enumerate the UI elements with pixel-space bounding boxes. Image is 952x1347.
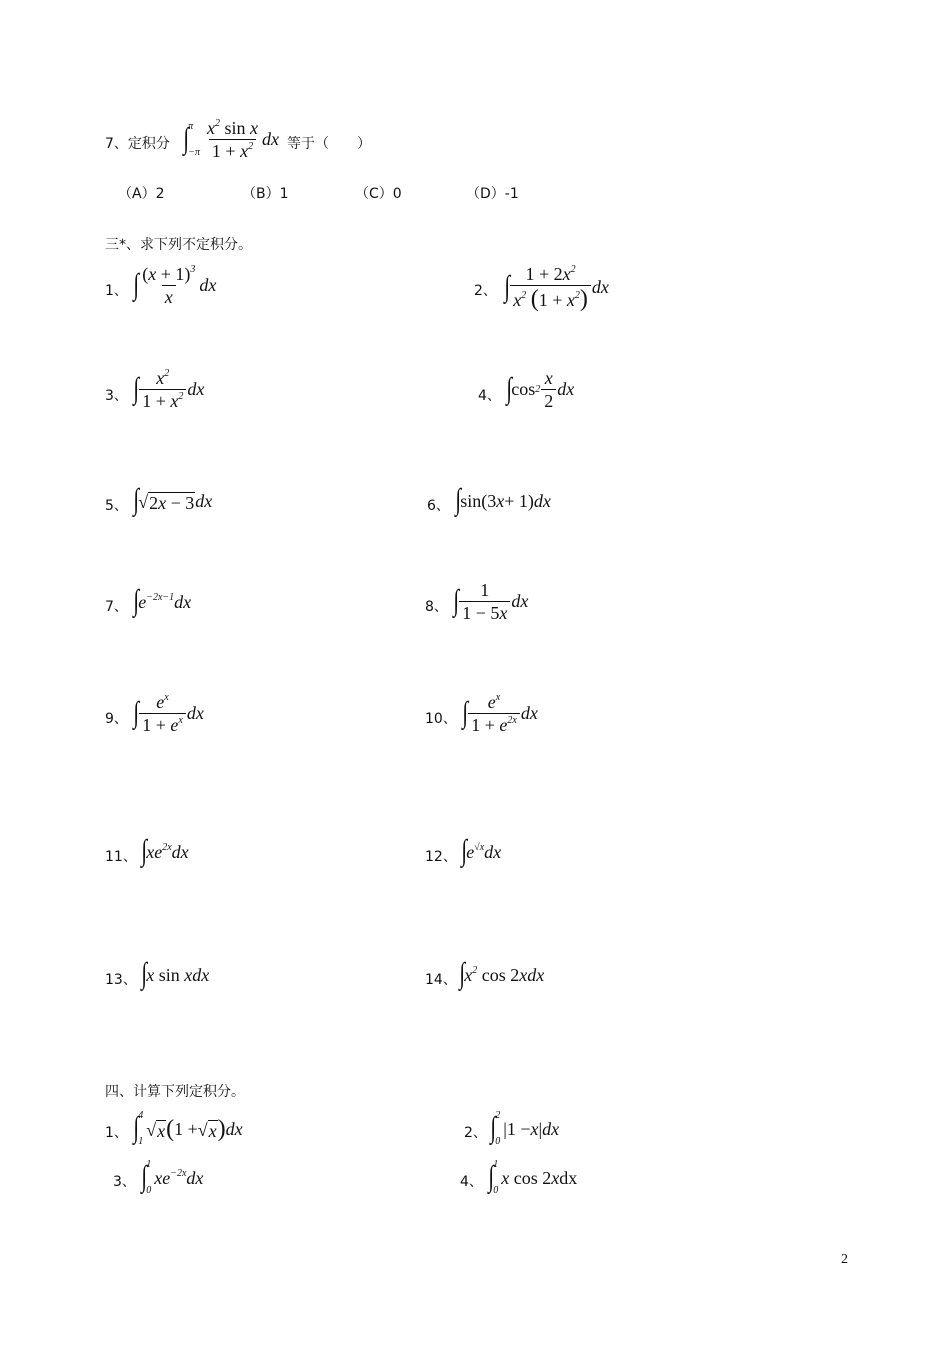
s3-item-8-integral: ∫ $\frac{1}{1 - 5x}$ dx xyxy=(453,580,529,623)
s3-item-9-integral: ∫ $\frac{e^x}{1 + e^x}$ dx xyxy=(133,692,204,735)
s4-item-4-integral: ∫ 1 0 x cos 2xdx xyxy=(488,1159,578,1196)
q7-tail: 等于（ ） xyxy=(287,136,371,152)
s3-item-1-label: 1、 xyxy=(105,283,128,299)
s3-item-7-label: 7、 xyxy=(105,599,128,615)
s3-item-1-integral: ∫ $\frac{(x + 1)^3}{x}$ dx xyxy=(133,264,217,307)
s4-item-3-integral: ∫ 1 0 $xe^{-2x}$ dx xyxy=(141,1159,204,1196)
s3-item-2-label: 2、 xyxy=(474,283,497,299)
s3-item-4-integral: ∫ cos 2 $\frac{x}{2}$ dx xyxy=(506,368,575,411)
s4-item-1-integral: ∫ 4 1 √ x ( 1 + √ x ) dx xyxy=(133,1110,243,1147)
s3-item-3-label: 3、 xyxy=(105,388,128,404)
s3-item-12-integral: ∫ $e^{√x}$ dx xyxy=(461,834,502,867)
s4-item-2-integral: ∫ 2 0 |1 − x | dx xyxy=(490,1110,560,1147)
s3-item-14-label: 14、 xyxy=(425,972,457,988)
s3-item-7-integral: ∫ $e^{-2x-1}$ dx xyxy=(133,584,192,617)
q7-option-d: （D）-1 xyxy=(466,186,519,202)
s3-item-9-label: 9、 xyxy=(105,711,128,727)
s3-item-11-label: 11、 xyxy=(105,849,137,865)
s3-item-4-label: 4、 xyxy=(478,388,501,404)
q7-option-c: （C）0 xyxy=(355,186,402,202)
q7-definite-integral: ∫ π −π $\frac{x^2 \sin x}{1 + x^2}$ dx xyxy=(183,118,279,161)
s3-item-5-label: 5、 xyxy=(105,498,128,514)
page-number: 2 xyxy=(841,1252,848,1267)
s3-item-6-integral: ∫ sin(3 x + 1) dx xyxy=(455,483,551,516)
s4-item-4-label: 4、 xyxy=(460,1174,483,1190)
section3-title: 三*、求下列不定积分。 xyxy=(105,237,252,253)
q7-option-b: （B）1 xyxy=(242,186,289,202)
s3-item-11-integral: ∫ $xe^{2x}$ dx xyxy=(141,834,189,867)
s3-item-5-integral: ∫ √ 2x − 3 dx xyxy=(133,483,213,516)
section4-title: 四、计算下列定积分。 xyxy=(105,1084,245,1100)
s3-item-10-integral: ∫ $\frac{e^x}{1 + e^{2x}}$ dx xyxy=(462,692,538,735)
s3-item-2-integral: ∫ $\frac{1 + 2x^2}{x^2 (1 + x^2)}$ dx xyxy=(504,264,609,312)
s4-item-2-label: 2、 xyxy=(464,1125,487,1141)
s3-item-13-integral: ∫ x sin xdx xyxy=(141,957,210,990)
s3-item-12-label: 12、 xyxy=(425,849,457,865)
s3-item-14-integral: ∫ $x^2$ cos 2xdx xyxy=(459,957,545,990)
s3-item-10-label: 10、 xyxy=(425,711,457,727)
q7-option-a: （A）2 xyxy=(118,186,165,202)
s3-item-13-label: 13、 xyxy=(105,972,137,988)
q7-label: 7、定积分 xyxy=(105,136,170,152)
s3-item-8-label: 8、 xyxy=(425,599,448,615)
s4-item-3-label: 3、 xyxy=(113,1174,136,1190)
s3-item-3-integral: ∫ $\frac{x^2}{1 + x^2}$ dx xyxy=(133,368,205,411)
s4-item-1-label: 1、 xyxy=(105,1125,128,1141)
s3-item-6-label: 6、 xyxy=(427,498,450,514)
